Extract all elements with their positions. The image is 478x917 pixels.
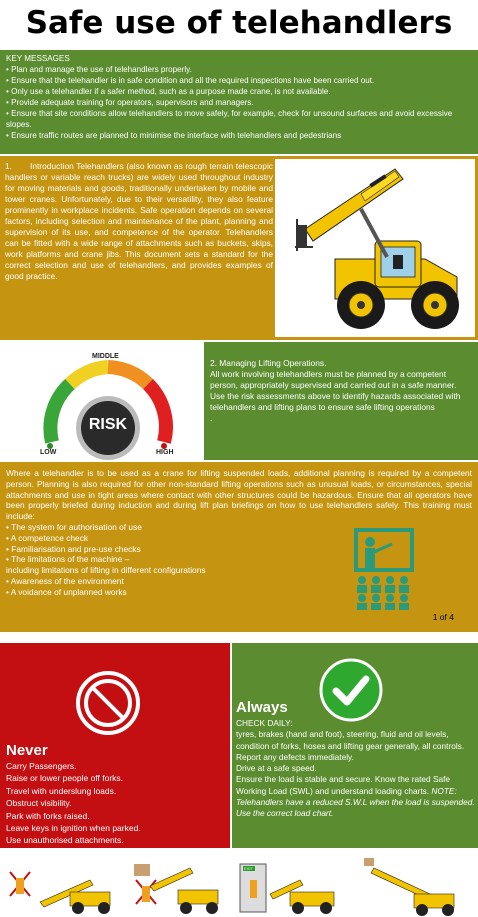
never-panel <box>0 643 230 848</box>
key-messages-list <box>6 64 472 141</box>
intro-body: Introduction Telehandlers (also known as rough terrain telescopic handlers or variable reach trucks) are widely used throughout industry for moving materials and goods, traditionally undertaken by mobile and tower cranes. Unfortunately, due to their versatility, they also feature prominently in workplace incidents. Safe operation depends on several factors, including selection and maintenance of the plant, planning and supervision of its use, and competence of the operator. Telehandlers can be fitted with a wide range of attachments such as buckets, skips, work platforms and crane jibs. This document sets a standard for the correct selection and use of telehandlers, and provides examples of good practice. <box>5 161 273 281</box>
never-item: Carry Passengers. <box>6 761 77 771</box>
never-item: Park with forks raised. <box>6 810 90 821</box>
exit-sign-label: EXIT <box>244 866 253 871</box>
planning-panel <box>0 462 478 632</box>
always-note: NOTE: Telehandlers have a reduced S.W.L when the load is suspended. Use the correct load chart. <box>236 785 475 819</box>
always-panel <box>232 643 478 848</box>
page-title: Safe use of telehandlers <box>0 0 478 46</box>
always-line: Drive at a safe speed. <box>236 763 317 774</box>
training-continuation: including limitations of lifting in different configurations <box>6 565 206 576</box>
never-list <box>6 760 141 847</box>
risk-and-lifting-row <box>0 342 478 460</box>
always-line: Report any defects immediately. <box>236 751 354 762</box>
training-item: • The system for authorisation of use <box>6 522 472 533</box>
scene-no-passengers <box>10 872 110 914</box>
bottom-illustration-strip <box>0 850 478 917</box>
never-item: Obstruct visibility. <box>6 798 72 809</box>
gauge-middle-label: MIDDLE <box>92 353 119 360</box>
training-item: • A voidance of unplanned works <box>6 587 472 598</box>
never-item: Use unauthorised attachments. <box>6 835 124 846</box>
never-item: Raise or lower people off forks. <box>6 773 124 784</box>
risk-gauge-panel <box>0 342 204 460</box>
lifting-heading: 2. Managing Lifting Operations. <box>210 358 327 368</box>
always-subtitle: CHECK DAILY: <box>236 718 293 728</box>
lifting-para-2: Use the risk assessments above to identify hazards associated with telehandlers and lifting plans to ensure safe lifting operations <box>210 391 461 412</box>
lifting-panel <box>204 342 478 460</box>
training-item: • The limitations of the machine – <box>6 554 472 565</box>
gauge-high-label: HIGH <box>156 449 174 456</box>
always-text <box>236 718 476 820</box>
training-item: • Awareness of the environment <box>6 576 472 587</box>
always-title: Always <box>236 699 288 716</box>
never-title: Never <box>6 742 48 759</box>
key-message-item: • Plan and manage the use of telehandlers properly. <box>6 64 472 75</box>
checkmark-icon <box>318 657 384 723</box>
intro-text <box>5 161 273 282</box>
scene-exit-doorway <box>240 864 334 914</box>
planning-paragraph: Where a telehandler is to be used as a crane for lifting suspended loads, additional planning is required by a competent person. Planning is also required for other non-standard lifting operations such as unusual loads, or circumstances, special attachments and use in tight areas where contact with other structures could be hazardous. Ensure that all operators have been properly briefed during induction and during lift plan briefings on how to use telehandlers safely. This training must include: <box>6 468 472 522</box>
key-message-item: • Provide adequate training for operators, supervisors and managers. <box>6 97 472 108</box>
telehandler-scenes <box>0 850 478 917</box>
lifting-trailing: . <box>210 413 213 423</box>
lifting-para-1: All work involving telehandlers must be planned by a competent person, appropriately supervised and carried out in a safe manner. <box>210 369 457 390</box>
never-item: Travel with underslung loads. <box>6 785 117 796</box>
gauge-low-label: LOW <box>40 449 57 456</box>
key-message-item: • Ensure that the telehandler is in safe condition and all the required inspections have been carried out. <box>6 75 472 86</box>
key-message-item: • Ensure that site conditions allow telehandlers to move safely, for example, check for unsound surfaces and avoid excessive slopes. <box>6 108 472 130</box>
key-message-item: • Only use a telehandler if a safer method, such as a purpose made crane, is not available. <box>6 86 472 97</box>
key-message-item: • Ensure traffic routes are planned to minimise the interface with telehandlers and pedestrians <box>6 130 472 141</box>
intro-panel <box>0 156 478 340</box>
telehandler-illustration <box>275 159 475 337</box>
training-item: • Familiarisation and pre-use checks <box>6 544 472 555</box>
training-icon <box>352 528 416 610</box>
gauge-center-label: RISK <box>88 416 128 433</box>
key-messages-panel <box>0 50 478 154</box>
training-item: • A competence check <box>6 533 472 544</box>
intro-number: 1. <box>5 161 12 171</box>
never-item: Leave keys in ignition when parked. <box>6 823 141 834</box>
key-messages-heading: KEY MESSAGES <box>6 54 70 63</box>
page-number: 1 of 4 <box>432 612 454 622</box>
scene-raised-forks <box>364 858 454 916</box>
always-line: Ensure the load is stable and secure. Know the rated Safe Working Load (SWL) and understand loading charts. <box>236 774 451 796</box>
always-line: tyres, brakes (hand and foot), steering, fluid and oil levels, condition of forks, hoses and lifting gear generally, all controls. <box>236 729 465 751</box>
prohibited-icon <box>73 668 143 738</box>
scene-underslung-load <box>134 864 218 914</box>
